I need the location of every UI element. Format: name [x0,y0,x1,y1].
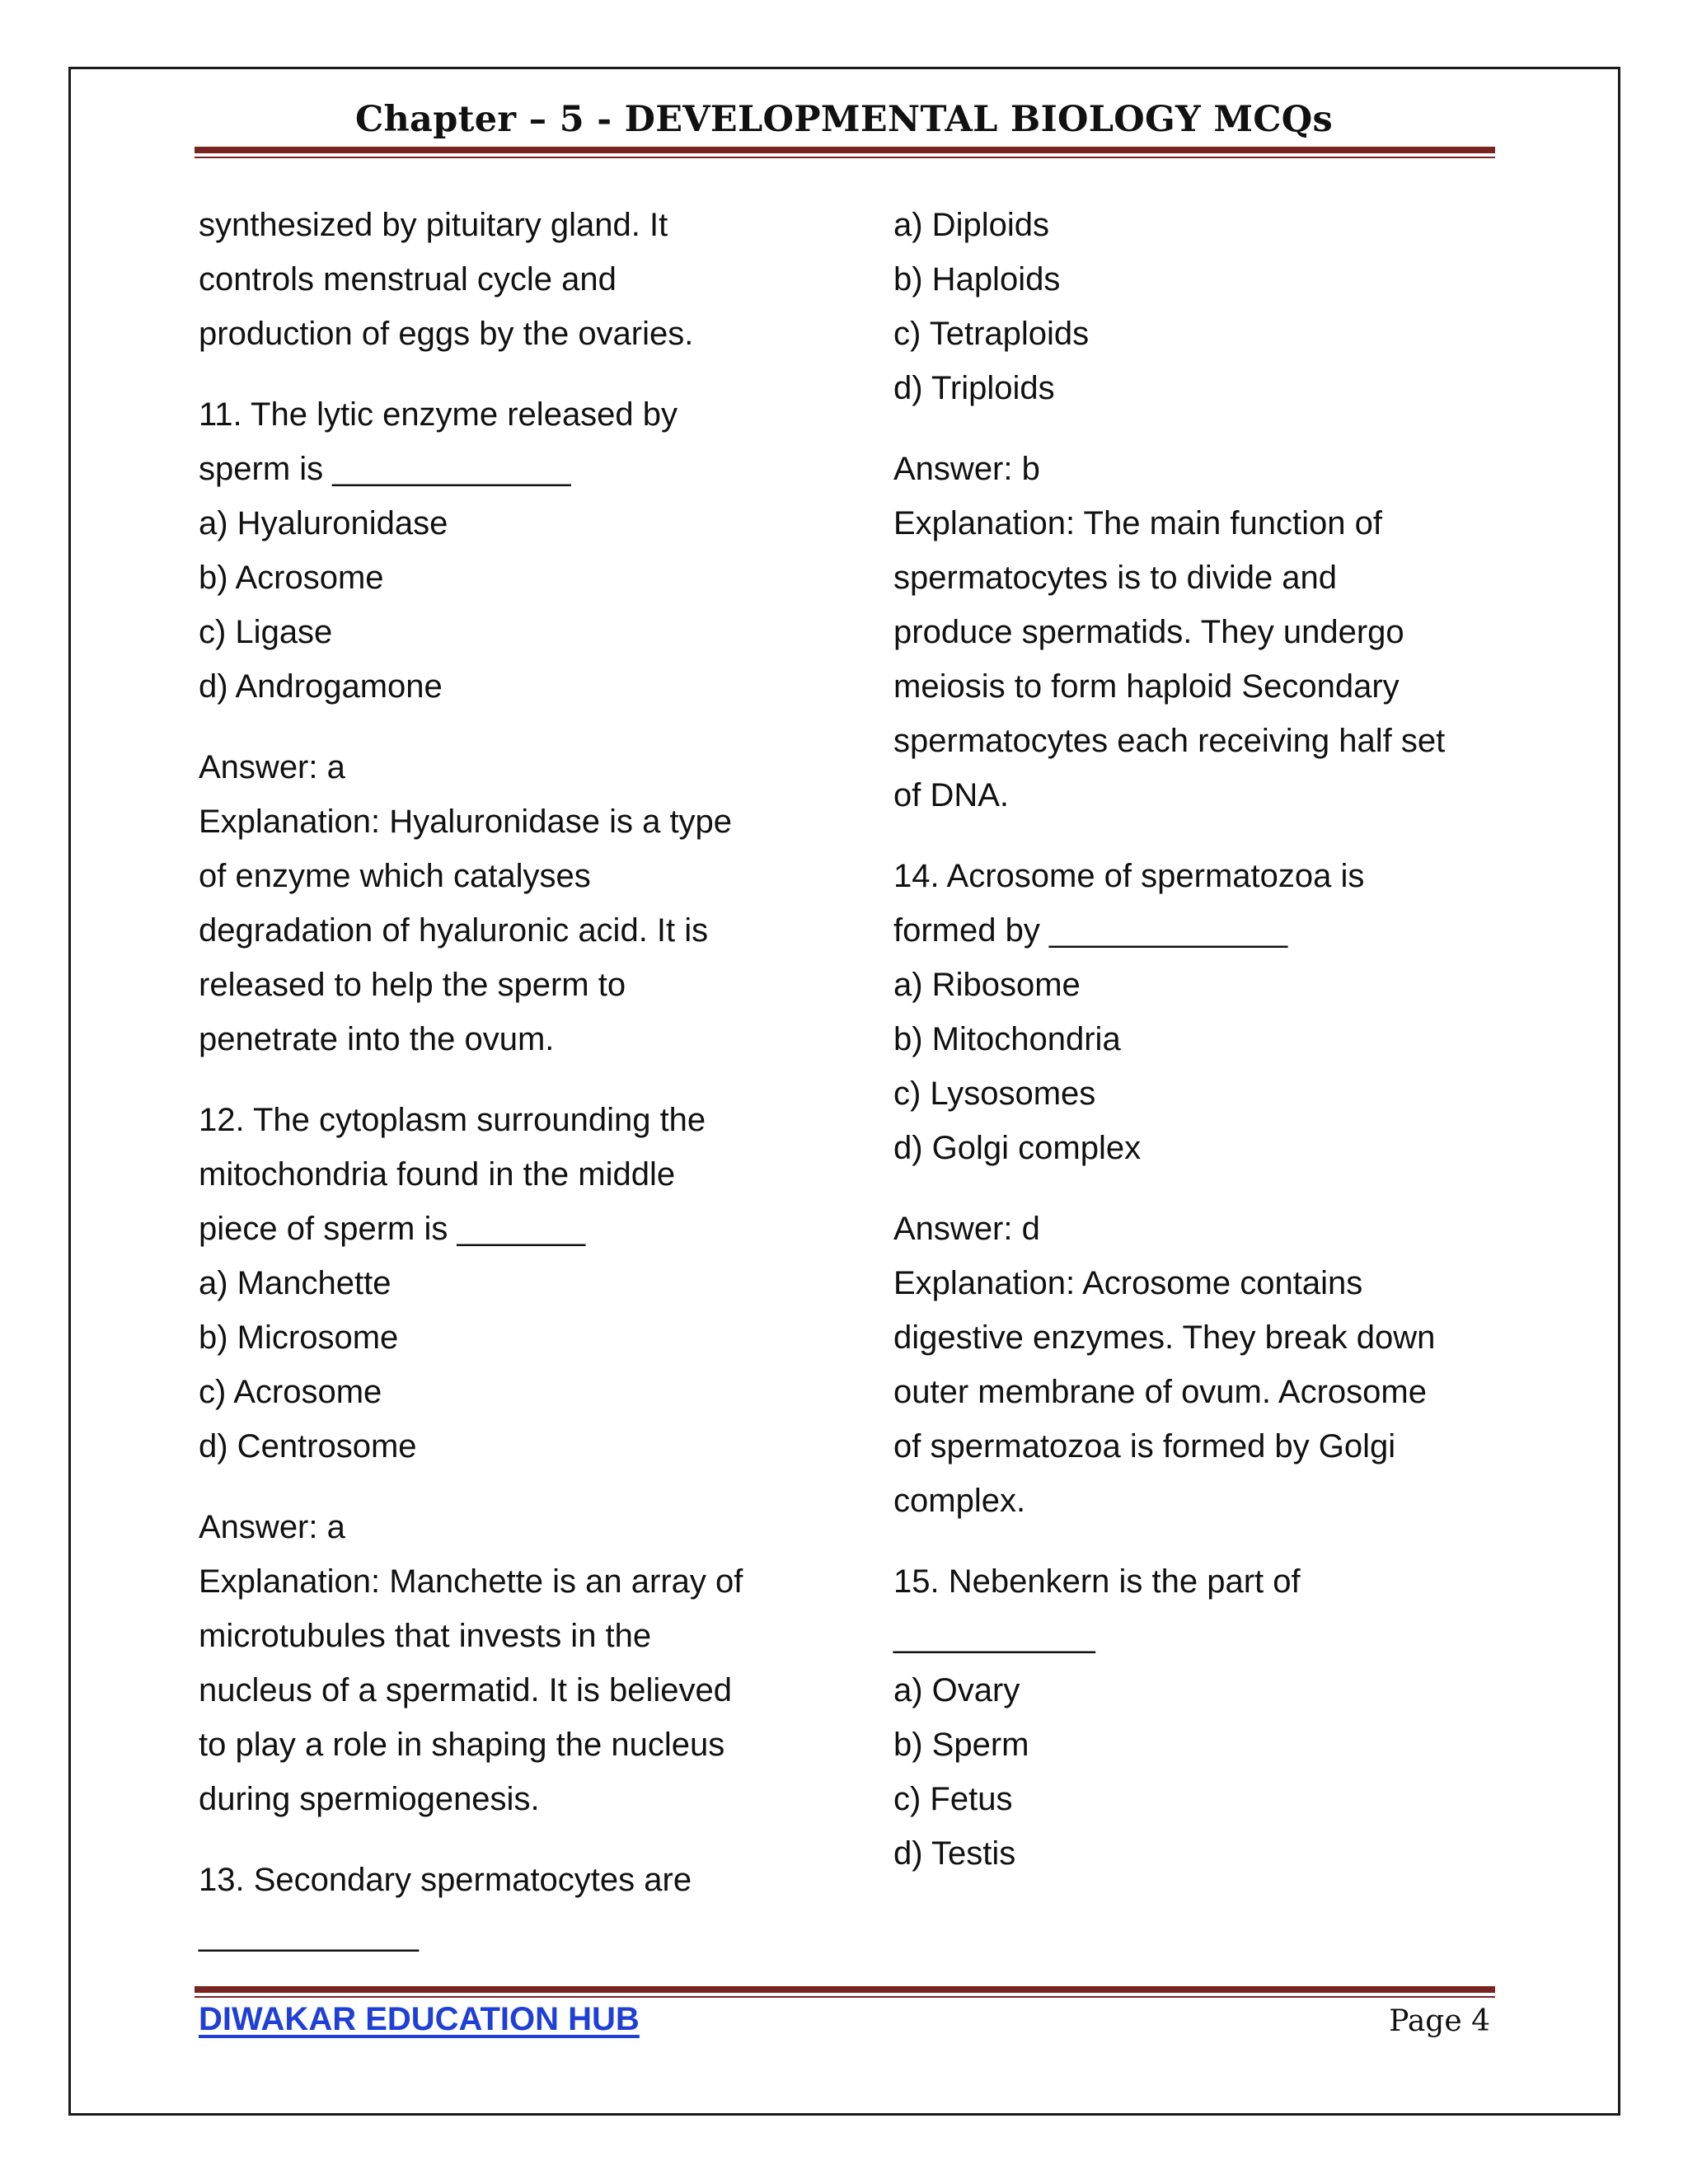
explanation-line: outer membrane of ovum. Acrosome [893,1374,1427,1410]
explanation-line: produce spermatids. They undergo [893,614,1404,650]
explanation-line: meiosis to form haploid Secondary [893,668,1400,705]
header-rule [195,147,1495,158]
answer-text: Answer: b [893,451,1040,487]
option-c: c) Lysosomes [893,1076,1096,1112]
explanation-line: Explanation: Manchette is an array of [199,1563,743,1600]
page-title: Chapter – 5 - DEVELOPMENTAL BIOLOGY MCQs [354,99,1334,140]
question-13 [199,1853,825,1961]
explanation-line: microtubules that invests in the [199,1618,652,1654]
explanation-line: spermatocytes is to divide and [893,560,1338,596]
option-c: c) Tetraploids [893,316,1090,352]
question-text: formed by _____________ [893,912,1288,949]
explanation-line: Explanation: Hyaluronidase is a type [199,804,733,840]
question-text: 12. The cytoplasm surrounding the [199,1102,706,1138]
option-c: c) Fetus [893,1781,1013,1817]
answer-14 [893,1202,1503,1528]
question-text: 11. The lytic enzyme released by [199,396,678,433]
option-a: a) Hyaluronidase [199,505,448,541]
explanation-line: of enzyme which catalyses [199,858,591,894]
explanation-line: nucleus of a spermatid. It is believed [199,1672,733,1708]
question-text: ___________ [893,1618,1095,1654]
question-11 [199,387,825,714]
footer-brand-link[interactable]: DIWAKAR EDUCATION HUB [199,2001,640,2037]
explanation-line: of spermatozoa is formed by Golgi [893,1428,1396,1465]
footer-rule [195,1986,1495,1998]
question-12 [199,1093,825,1474]
option-b: b) Acrosome [199,560,384,596]
question-text: 15. Nebenkern is the part of [893,1563,1301,1600]
explanation-line: released to help the sperm to [199,967,626,1003]
explanation-line: penetrate into the ovum. [199,1021,555,1057]
explanation-line: to play a role in shaping the nucleus [199,1727,725,1763]
option-b: b) Haploids [893,261,1061,298]
option-d: d) Androgamone [199,668,443,705]
question-13-options [893,198,1503,415]
intro-text [199,198,825,361]
text-line: controls menstrual cycle and [199,261,617,298]
question-text: mitochondria found in the middle [199,1156,676,1193]
option-d: d) Triploids [893,370,1055,406]
question-text: sperm is _____________ [199,451,571,487]
option-d: d) Testis [893,1835,1016,1872]
option-a: a) Ovary [893,1672,1020,1708]
left-column [199,198,825,1961]
question-text: ____________ [199,1916,419,1952]
question-text: 13. Secondary spermatocytes are [199,1862,692,1898]
option-b: b) Microsome [199,1319,399,1356]
option-d: d) Centrosome [199,1428,417,1465]
explanation-line: digestive enzymes. They break down [893,1319,1436,1356]
explanation-line: complex. [893,1483,1026,1519]
question-15 [893,1554,1503,1881]
explanation-line: spermatocytes each receiving half set [893,723,1446,759]
answer-12 [199,1500,825,1826]
answer-13 [893,442,1503,823]
explanation-line: of DNA. [893,777,1010,813]
option-c: c) Acrosome [199,1374,382,1410]
explanation-line: Explanation: The main function of [893,505,1382,541]
explanation-line: Explanation: Acrosome contains [893,1265,1363,1301]
option-b: b) Mitochondria [893,1021,1121,1057]
text-line: production of eggs by the ovaries. [199,316,694,352]
option-b: b) Sperm [893,1727,1029,1763]
question-14 [893,849,1503,1175]
explanation-line: during spermiogenesis. [199,1781,540,1817]
answer-text: Answer: a [199,749,345,785]
answer-text: Answer: d [893,1211,1040,1247]
answer-11 [199,740,825,1066]
option-a: a) Manchette [199,1265,392,1301]
answer-text: Answer: a [199,1509,345,1545]
explanation-line: degradation of hyaluronic acid. It is [199,912,709,949]
option-a: a) Diploids [893,207,1049,243]
right-column [893,198,1503,1881]
option-c: c) Ligase [199,614,333,650]
option-a: a) Ribosome [893,967,1081,1003]
option-d: d) Golgi complex [893,1130,1142,1166]
text-line: synthesized by pituitary gland. It [199,207,668,243]
page-number: Page 4 [1389,2004,1490,2038]
question-text: 14. Acrosome of spermatozoa is [893,858,1365,894]
question-text: piece of sperm is _______ [199,1211,586,1247]
